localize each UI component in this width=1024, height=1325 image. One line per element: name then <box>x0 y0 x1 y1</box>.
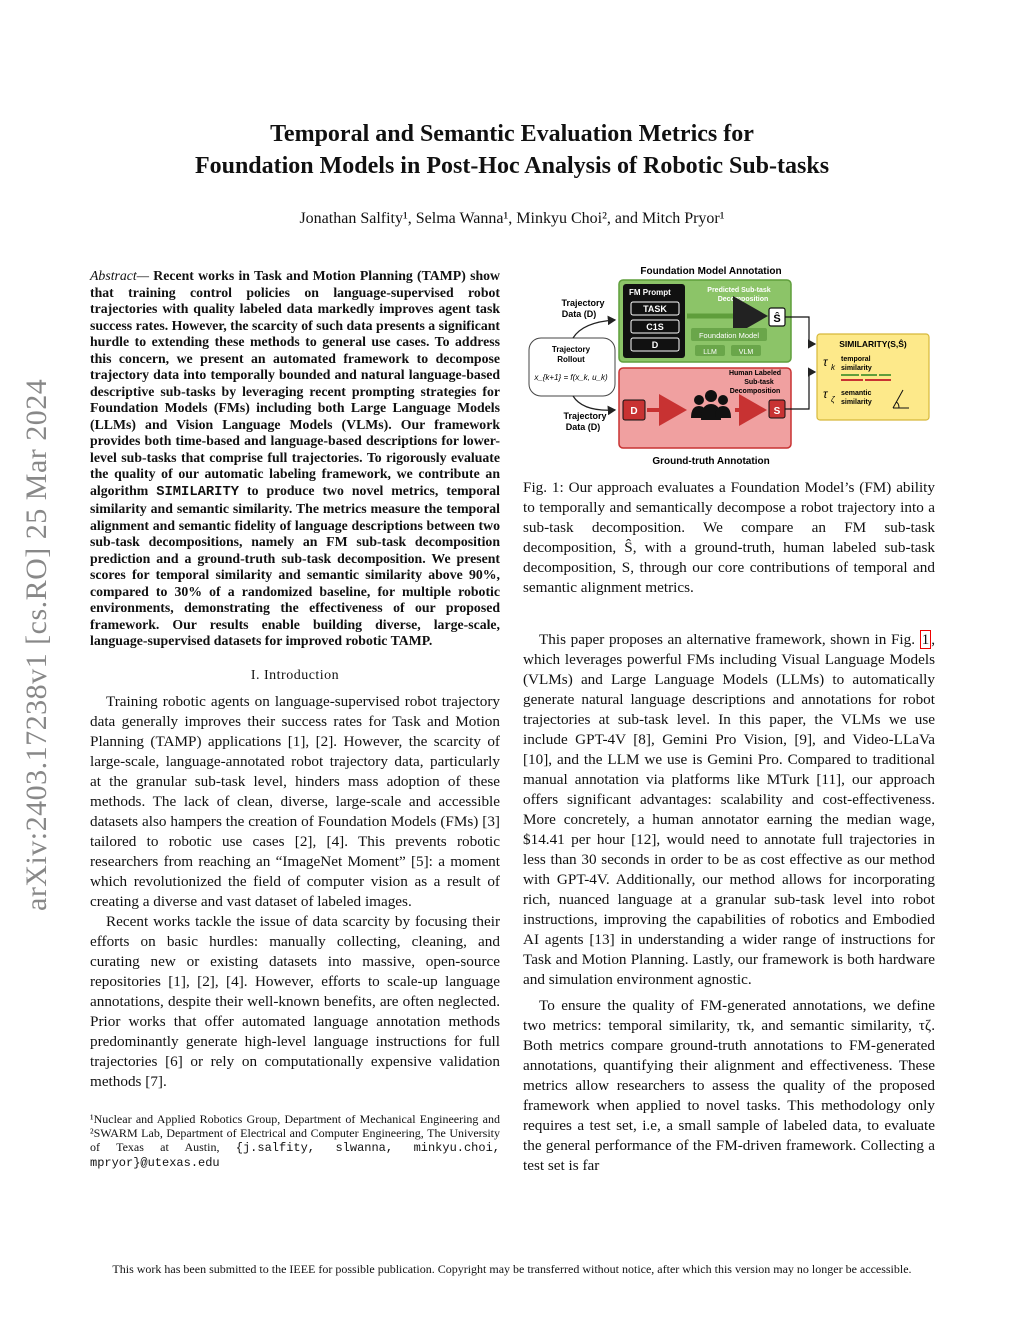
footnote-text: ¹Nuclear and Applied Robotics Group, Department of Mechanical Engineering and ²SWARM Lab, Department of Electrical and Computer Engineering, The University of Texas at Austin, <box>90 1111 500 1154</box>
arrow-to-fm <box>573 320 615 338</box>
label-rollout-2: Rollout <box>557 355 585 364</box>
algorithm-name: SIMILARITY <box>156 484 240 500</box>
ieee-copyright-notice: This work has been submitted to the IEEE for possible publication. Copyright may be transferred without notice, after which this version may no longer be accessible. <box>112 1262 912 1276</box>
author-list: Jonathan Salfity¹, Selma Wanna¹, Minkyu Choi², and Mitch Pryor¹ <box>299 210 725 227</box>
intro-paragraph-1: Training robotic agents on language-supervised robot trajectory data generally improves their success rates for Task and Motion Planning (TAMP) applications [1], [2]. However, the scarcity of large-scale, language-annotated robot trajectory data, particularly at the granular sub-task level, hinders mass adoption of these methods. The lack of clean, diverse, large-scale and accessible datasets also hampers the creation of Foundation Models (FMs) [3] tailored to robotic use cases [2], [4]. This prevents robotic researchers from reaching an “ImageNet Moment” [5]: a moment which revolutionized the field of computer vision as a result of creating a diverse and vast dataset of labeled images. <box>90 692 500 910</box>
abstract <box>90 268 500 650</box>
figure-1-diagram <box>523 262 935 470</box>
task-label: TASK <box>643 304 667 314</box>
right-paragraph-2: To ensure the quality of FM-generated annotations, we define two metrics: temporal similarity, τk, and semantic similarity, τζ. Both metrics compare ground-truth annotations to FM-generated annotations, quantifying their alignment and effectiveness. These metrics allow researchers to assess the quality of the proposed framework when applied to novel tasks. This methodology only requires a test set, i.e, a small sample of labeled data, to evaluate the general performance of the FM-driven framework. Collecting a test set is far <box>523 997 935 1174</box>
semantic-label-2: similarity <box>841 399 872 406</box>
predicted-label-2: Decomposition <box>717 296 769 303</box>
affiliation-footnote <box>90 1112 500 1170</box>
title-line-1: Temporal and Semantic Evaluation Metrics for <box>270 121 754 147</box>
s-hat-label: Ŝ <box>773 313 781 325</box>
footnote-emails[interactable]: {j.salfity, slwanna, minkyu.choi, mpryor}@utexas.edu <box>90 1140 500 1170</box>
figure-reference-link[interactable]: 1 <box>921 631 930 648</box>
vlm-label: VLM <box>738 349 754 356</box>
right-p1-text-b: , which leverages powerful FMs including Visual Language Models (VLMs) and Large Language Models (LLMs) to automatically generate natural language descriptions and annotations for robot trajectories at sub-task level. In this paper, the VLMs we use include GPT-4V [8], Gemini Pro Vision, [9], and Video-LLaVa [10], and the LLM we use is Gemini Pro. Compared to traditional manual annotation via platforms like MTurk [11], our approach offers significant advantages: scalability and cost-effectiveness. More concretely, a human annotator earning the median wage, $14.41 per hour [12], would need to annotate full trajectories in less than 30 seconds in order to be as cost effective as our method with GPT-4V. Additionally, our method allows for incorporating rich, nuanced language at a granular sub-task level into robot instructions, improving the capabilities of robotics and Embodied AI agents [13] in understanding a wider range of instructions for Task and Motion Planning. Lastly, our framework is both hardware and simulation environment agnostic. <box>523 631 935 988</box>
abstract-text-2: to produce two novel metrics, temporal similarity and semantic similarity. The metrics measure the temporal alignment and semantic fidelity of language descriptions between two sub-task decompositions, namely an FM sub-task decomposition prediction and a ground-truth sub-task decomposition. We present scores for temporal similarity and semantic similarity above 90%, compared to 30% of a randomized baseline, for multiple robotic environments, demonstrating the effectiveness of our proposed framework. Our results enable building diverse, large-scale, language-supervised datasets for improved robotic TAMP. <box>90 482 500 648</box>
paper-title <box>0 118 1024 182</box>
right-paragraph-1 <box>523 630 935 990</box>
tau-k-subscript: k <box>831 363 835 372</box>
llm-label: LLM <box>703 349 717 356</box>
semantic-label-1: semantic <box>841 390 872 397</box>
arrow-to-gt <box>573 396 615 410</box>
label-rollout: Trajectory <box>551 345 591 354</box>
section-heading-introduction: I. Introduction <box>250 667 340 683</box>
human-label-3: Decomposition <box>729 388 781 395</box>
intro-paragraph-2: Recent works tackle the issue of data scarcity by focusing their efforts on basic hurdles: manually collecting, cleaning, and curating new or existing datasets into massive, open-source repositories [1], [2], [4]. However, efforts to scale-up language annotations, despite their well-known benefits, are often neglected. Prior works that offer automated language annotation methods predominantly generate high-level language instructions for full trajectories [6] or rely on computationally expensive validation methods [7]. <box>90 912 500 1090</box>
temporal-label-2: similarity <box>841 365 872 372</box>
s-red-label: S <box>773 406 781 417</box>
human-label-2: Sub-task <box>744 379 774 386</box>
label-trajectory-data-bottom: Trajectory <box>563 411 607 421</box>
label-trajectory-data-top: Trajectory <box>561 298 605 308</box>
label-trajectory-data-bottom-2: Data (D) <box>565 422 601 432</box>
tau-k-symbol: τ <box>823 355 828 369</box>
foundation-model-label: Foundation Model <box>698 331 760 340</box>
temporal-label-1: temporal <box>841 356 871 363</box>
figure-1-caption: Fig. 1: Our approach evaluates a Foundation Model’s (FM) ability to temporally and semantically decompose a robot trajectory into a sub-task decomposition. We compare an FM sub-task decomposition, Ŝ, with a ground-truth, human labeled sub-task decomposition, S, through our core contributions of temporal and semantic alignment metrics. <box>523 479 935 596</box>
c1s-label: C1S <box>646 322 664 332</box>
human-label-1: Human Labeled <box>728 370 782 377</box>
d-red-label: D <box>630 406 638 417</box>
rollout-equation: x_{k+1} = f(x_k, u_k) <box>534 373 608 382</box>
predicted-label-1: Predicted Sub-task <box>707 287 771 294</box>
fig-title-bottom: Ground-truth Annotation <box>652 456 770 467</box>
abstract-text-1: Recent works in Task and Motion Planning (TAMP) show that training control policies on language-supervised robot trajectories with quality labeled data markedly improves agent task success rates. However, the scarcity of such data presents a significant hurdle to extending these methods to general use cases. To address this concern, we present an automated framework to decompose trajectory data into temporally bounded and natural language-based descriptive sub-tasks by leveraging recent prompting strategies for Foundation Models (FMs) including both Large Language Models (LLMs) and Vision Language Models (VLMs). Our framework provides both time-based and language-based descriptions for lower-level sub-tasks that comprise full trajectories. To rigorously evaluate the quality of our automatic labeling framework, we contribute an algorithm <box>90 268 500 498</box>
fig-title-top: Foundation Model Annotation <box>640 266 782 277</box>
d-label: D <box>651 340 659 350</box>
left-column <box>90 268 500 1170</box>
arxiv-stamp[interactable]: arXiv:2403.17238v1 [cs.RO] 25 Mar 2024 <box>20 378 53 912</box>
fm-prompt-label: FM Prompt <box>629 288 671 297</box>
title-line-2: Foundation Models in Post-Hoc Analysis of Robotic Sub-tasks <box>194 153 830 179</box>
label-trajectory-data-top-2: Data (D) <box>561 309 597 319</box>
tau-z-symbol: τ <box>823 387 828 401</box>
right-p1-text-a: This paper proposes an alternative framework, shown in Fig. <box>539 631 920 648</box>
tau-z-subscript: ζ <box>831 395 835 404</box>
abstract-label: Abstract— <box>90 268 150 283</box>
figure-1-svg <box>523 262 935 470</box>
similarity-label: SIMILARITY(S,Ŝ) <box>839 339 907 349</box>
right-column <box>523 478 935 1176</box>
